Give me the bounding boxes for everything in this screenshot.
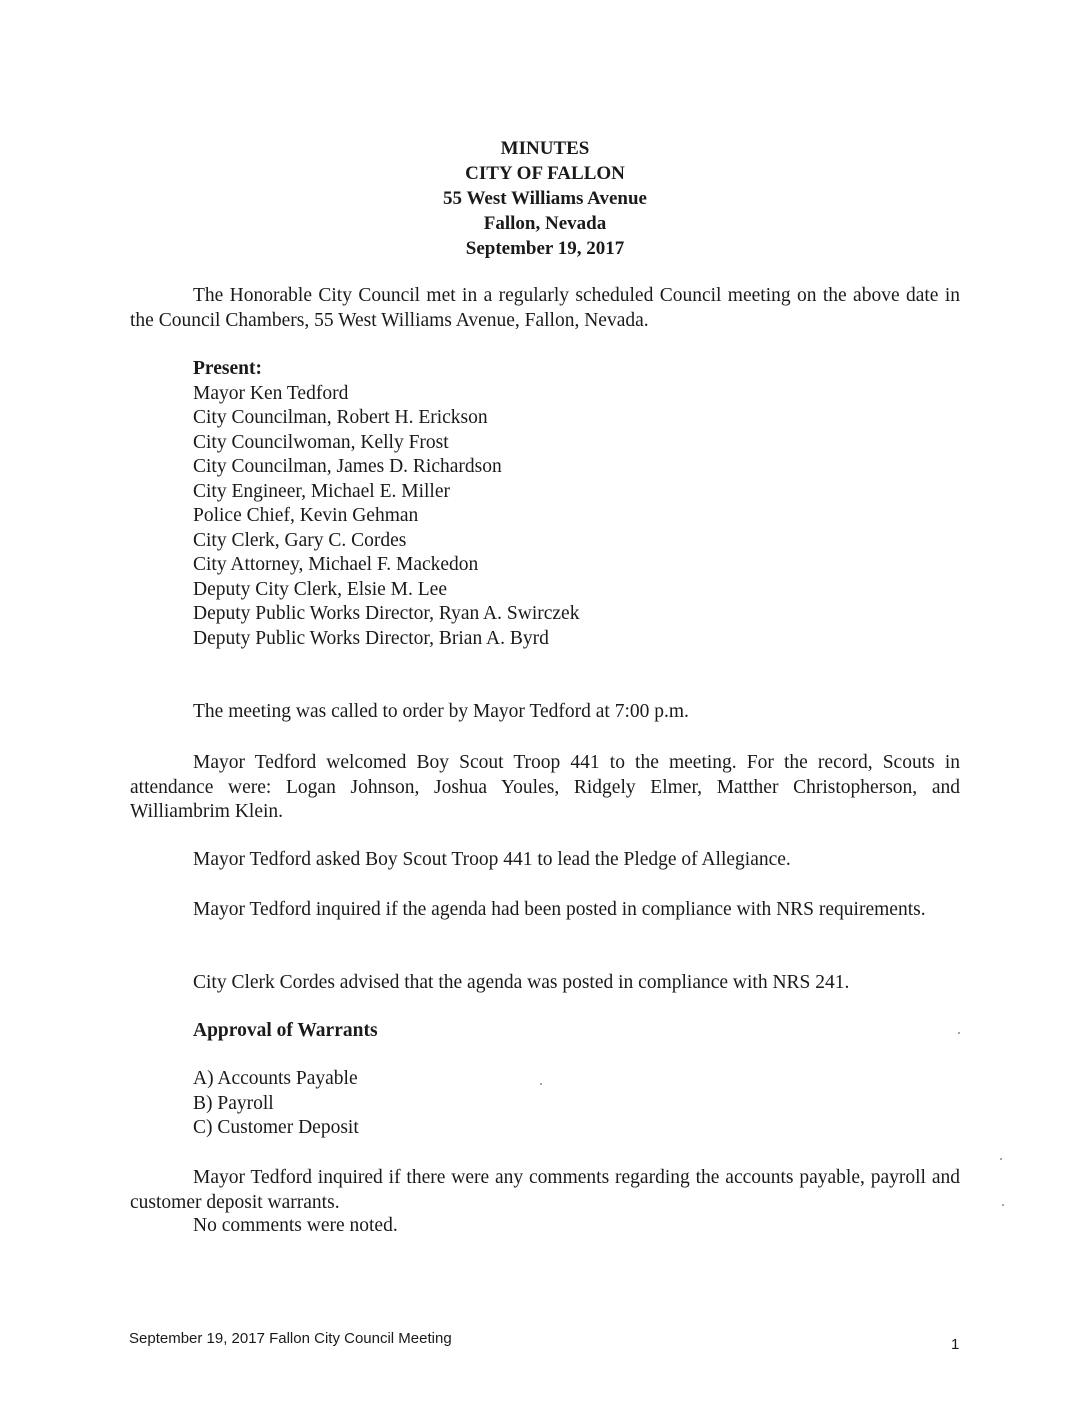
attendee-item: Deputy Public Works Director, Ryan A. Swirczek [193,603,580,624]
header-location: Fallon, Nevada [483,213,607,234]
attendee-item: Police Chief, Kevin Gehman [193,505,419,526]
pledge-paragraph: Mayor Tedford asked Boy Scout Troop 441 to lead the Pledge of Allegiance. [193,849,791,870]
warrant-item: A) Accounts Payable [193,1068,358,1089]
attendee-item: Deputy Public Works Director, Brian A. Byrd [193,627,549,649]
footer-page-number: 1 [951,1336,960,1353]
warrants-list [193,1067,359,1141]
warrants-inquiry-paragraph: Mayor Tedford inquired if there were any comments regarding the accounts payable, payroll and customer deposit warrants. [130,1167,960,1213]
warrants-heading: Approval of Warrants [193,1020,378,1041]
header-title: MINUTES [500,138,590,159]
attendee-item: City Attorney, Michael F. Mackedon [193,554,479,575]
agenda-response-paragraph: City Clerk Cordes advised that the agenda was posted in compliance with NRS 241. [193,972,850,993]
header-date: September 19, 2017 [465,238,625,259]
intro-paragraph: The Honorable City Council met in a regularly scheduled Council meeting on the above date in the Council Chambers, 55 West Williams Avenue, Fallon, Nevada. [130,285,960,331]
present-label: Present: [193,358,262,379]
scouts-paragraph: Mayor Tedford welcomed Boy Scout Troop 441 to the meeting. For the record, Scouts in attendance were: Logan Johnson, Joshua Youles, Ridgely Elmer, Matther Christopherson, and Williambrim Klein. [130,752,960,822]
footer-meeting-label: September 19, 2017 Fallon City Council Meeting [129,1330,452,1347]
attendee-item: Mayor Ken Tedford [193,382,349,404]
attendee-item: City Councilwoman, Kelly Frost [193,431,449,453]
attendee-item: City Engineer, Michael E. Miller [193,480,450,502]
attendance-list [193,357,579,651]
scan-speck [1000,1158,1002,1160]
header-city: CITY OF FALLON [465,163,625,184]
header-address: 55 West Williams Avenue [443,188,647,209]
warrant-item: B) Payroll [193,1092,274,1114]
warrant-item: C) Customer Deposit [193,1117,359,1138]
scan-speck [1002,1204,1004,1206]
attendee-item: City Councilman, Robert H. Erickson [193,407,488,428]
attendee-item: City Councilman, James D. Richardson [193,456,502,477]
attendee-item: Deputy City Clerk, Elsie M. Lee [193,578,447,600]
document-header [0,136,1081,261]
scan-speck [958,1032,960,1034]
warrants-result: No comments were noted. [193,1215,398,1236]
scan-speck [540,1083,542,1085]
agenda-inquiry-paragraph: Mayor Tedford inquired if the agenda had been posted in compliance with NRS requirements. [193,899,926,920]
call-to-order-paragraph: The meeting was called to order by Mayor Tedford at 7:00 p.m. [193,701,689,722]
attendee-item: City Clerk, Gary C. Cordes [193,529,407,551]
